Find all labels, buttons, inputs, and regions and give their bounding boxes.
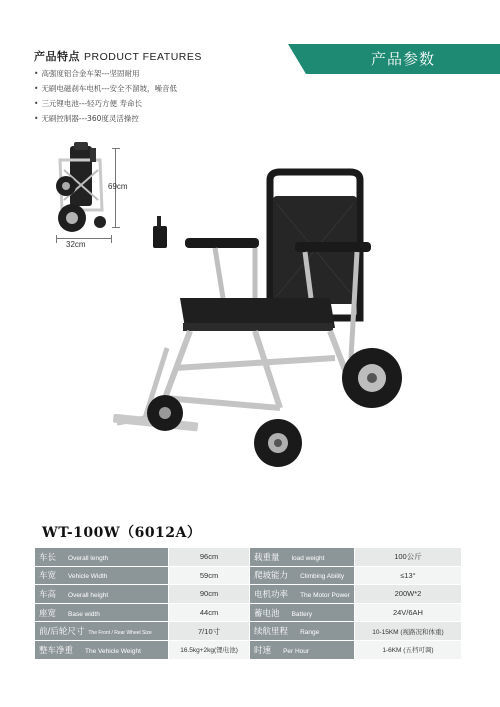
spec-label-cell xyxy=(35,585,169,604)
spec-value-cell: 59cm xyxy=(169,566,250,585)
spec-label-en: The Vehicle Weight xyxy=(85,647,141,655)
spec-banner xyxy=(306,44,500,74)
table-row xyxy=(35,585,462,604)
spec-label-cell xyxy=(35,548,169,567)
spec-label-cell xyxy=(35,566,169,585)
spec-value-cell: 10-15KM (视路况和体重) xyxy=(354,622,461,641)
spec-label-cell xyxy=(250,603,355,622)
spec-value-cell: 16.5kg+2kg(锂电池) xyxy=(169,640,250,659)
width-dimension-label: 32cm xyxy=(66,240,86,249)
spec-label-en: Overall height xyxy=(68,591,109,599)
spec-label-cell xyxy=(35,622,169,641)
spec-label-en: The Front / Rear Wheel Size xyxy=(88,630,152,637)
spec-label-cell xyxy=(250,640,355,659)
spec-label-en: Overall length xyxy=(68,554,109,562)
spec-table xyxy=(34,547,462,660)
spec-label-en: The Motor Power xyxy=(300,591,350,599)
spec-value-cell: 200W*2 xyxy=(354,585,461,604)
spec-label-cell xyxy=(250,622,355,641)
table-row xyxy=(35,622,462,641)
spec-label-en: Per Hour xyxy=(283,647,310,655)
spec-value-cell: 100公斤 xyxy=(354,548,461,567)
feature-item: • 无刷电磁刹车电机---安全不溜坡，噪音低 xyxy=(34,81,177,96)
spec-value-cell: 7/10寸 xyxy=(169,622,250,641)
table-row xyxy=(35,640,462,659)
spec-value-cell: ≤13° xyxy=(354,566,461,585)
spec-value-cell: 96cm xyxy=(169,548,250,567)
spec-label-cell xyxy=(250,566,355,585)
spec-label-zh: 前/后轮尺寸 xyxy=(39,627,85,638)
spec-value-cell: 24V/6AH xyxy=(354,603,461,622)
feature-item: • 无刷控制器---360度灵活操控 xyxy=(34,111,177,126)
spec-label-cell xyxy=(35,603,169,622)
spec-label-en: Base width xyxy=(68,610,100,618)
spec-label-zh: 车长 xyxy=(39,552,57,563)
spec-banner-label: 产品参数 xyxy=(370,50,435,68)
spec-label-zh: 蓄电池 xyxy=(254,608,280,619)
features-title-zh: 产品特点 xyxy=(34,50,80,63)
table-row xyxy=(35,603,462,622)
spec-label-en: load weight xyxy=(291,554,325,562)
feature-item: • 三元锂电池---轻巧方便 寿命长 xyxy=(34,96,177,111)
spec-label-zh: 车高 xyxy=(39,589,57,600)
spec-label-cell xyxy=(250,585,355,604)
spec-label-zh: 时速 xyxy=(254,645,272,656)
features-title-en: PRODUCT FEATURES xyxy=(84,51,202,63)
spec-label-en: Battery xyxy=(291,610,313,618)
spec-label-zh: 续航里程 xyxy=(254,627,289,638)
spec-label-cell xyxy=(250,548,355,567)
features-title xyxy=(34,48,202,64)
spec-label-cell xyxy=(35,640,169,659)
width-dimension-line xyxy=(56,238,112,239)
table-row xyxy=(35,548,462,567)
spec-label-zh: 车宽 xyxy=(39,571,57,582)
spec-label-en: Vehicle Width xyxy=(68,573,108,581)
model-title: WT-100W（6012A） xyxy=(42,525,202,541)
spec-label-zh: 电机功率 xyxy=(254,589,289,600)
spec-label-zh: 载重量 xyxy=(254,552,280,563)
spec-label-zh: 整车净重 xyxy=(39,645,74,656)
spec-label-en: Range xyxy=(300,629,320,637)
wheelchair-image xyxy=(105,168,405,478)
feature-item: • 高强度铝合金车架---坚固耐用 xyxy=(34,66,177,81)
height-dimension-label: 69cm xyxy=(108,182,128,191)
feature-list xyxy=(34,66,177,126)
spec-label-en: Climbing Ability xyxy=(300,573,345,581)
spec-value-cell: 44cm xyxy=(169,603,250,622)
spec-value-cell: 90cm xyxy=(169,585,250,604)
table-row xyxy=(35,566,462,585)
spec-value-cell: 1-6KM (五档可调) xyxy=(354,640,461,659)
spec-label-zh: 爬坡能力 xyxy=(254,571,289,582)
spec-label-zh: 座宽 xyxy=(39,608,57,619)
